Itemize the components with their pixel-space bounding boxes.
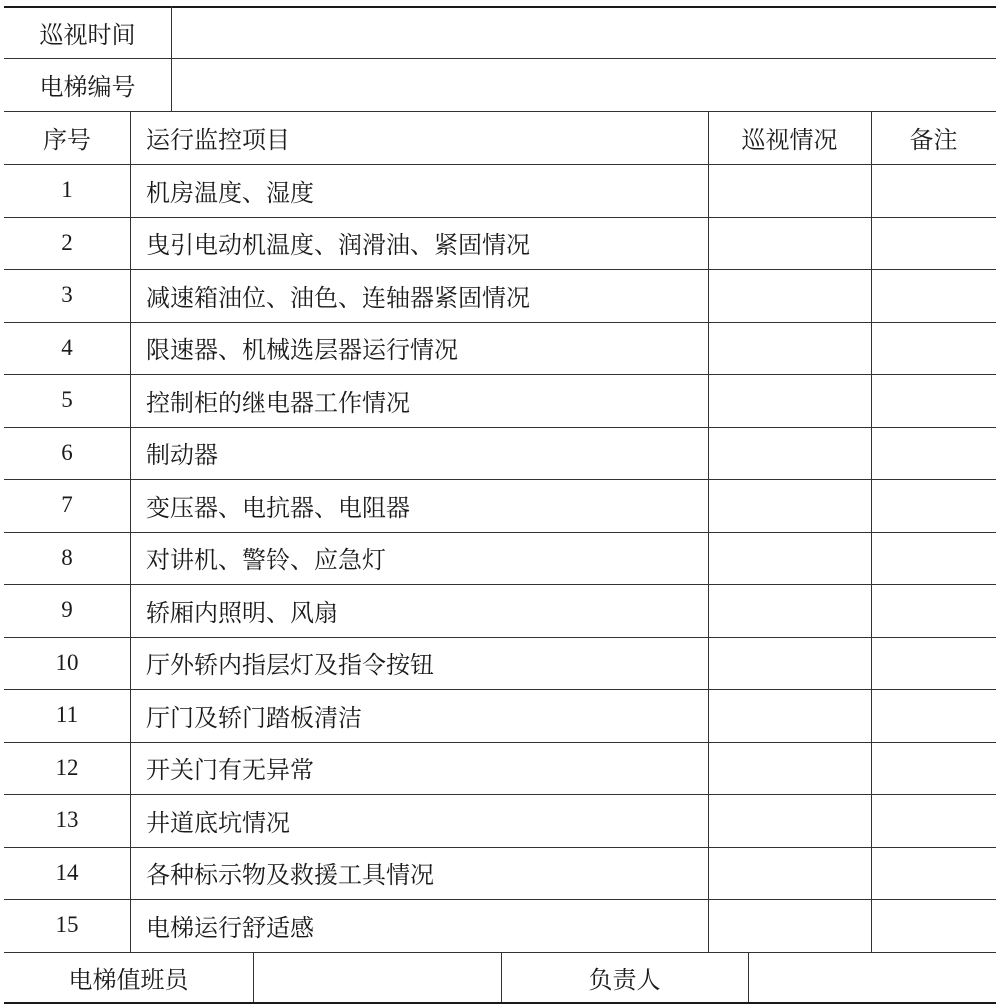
column-header-item: 运行监控项目 [146, 126, 290, 154]
row-index: 7 [61, 492, 73, 518]
row-remark-cell[interactable] [871, 427, 996, 480]
row-index: 9 [61, 597, 73, 623]
row-status-cell[interactable] [708, 374, 871, 427]
row-remark-cell[interactable] [871, 847, 996, 900]
table-bottom-border [4, 1002, 996, 1004]
row-index: 5 [61, 387, 73, 413]
row-remark-cell[interactable] [871, 322, 996, 375]
patrol-time-label: 巡视时间 [39, 20, 136, 49]
patrol-time-field[interactable] [171, 6, 996, 58]
row-index: 15 [55, 912, 79, 938]
column-header-remark: 备注 [909, 126, 958, 154]
row-rule [4, 322, 996, 323]
row-item: 井道底坑情况 [146, 808, 290, 837]
supervisor-field[interactable] [748, 952, 996, 1002]
supervisor-label: 负责人 [588, 965, 661, 994]
row-remark-cell[interactable] [871, 899, 996, 952]
row-remark-cell[interactable] [871, 164, 996, 217]
attendant-field[interactable] [253, 952, 501, 1002]
row-remark-cell[interactable] [871, 584, 996, 637]
row-status-cell[interactable] [708, 847, 871, 900]
row-item: 电梯运行舒适感 [146, 913, 314, 942]
row-index: 3 [61, 282, 73, 308]
elevator-no-field[interactable] [171, 58, 996, 111]
row-index: 14 [55, 859, 79, 885]
row-status-cell[interactable] [708, 479, 871, 532]
table-top-border [4, 6, 996, 8]
divider [708, 111, 709, 952]
row-index: 13 [55, 807, 79, 833]
row-index: 2 [61, 229, 73, 255]
row-index: 12 [55, 754, 79, 780]
row-status-cell[interactable] [708, 532, 871, 585]
row-item: 厅门及轿门踏板清洁 [146, 703, 362, 732]
row-status-cell[interactable] [708, 689, 871, 742]
row-remark-cell[interactable] [871, 689, 996, 742]
row-rule [4, 794, 996, 795]
row-item: 曳引电动机温度、润滑油、紧固情况 [146, 231, 530, 260]
rule [4, 58, 996, 59]
row-index: 11 [55, 702, 79, 728]
row-index: 4 [61, 334, 73, 360]
row-remark-cell[interactable] [871, 374, 996, 427]
row-item: 制动器 [146, 441, 218, 470]
row-rule [4, 427, 996, 428]
row-remark-cell[interactable] [871, 217, 996, 270]
divider [748, 952, 749, 1002]
row-item: 开关门有无异常 [146, 756, 314, 785]
row-rule [4, 217, 996, 218]
column-header-index: 序号 [43, 126, 91, 154]
elevator-no-label: 电梯编号 [39, 73, 136, 101]
row-item: 厅外轿内指层灯及指令按钮 [146, 651, 434, 680]
row-item: 机房温度、湿度 [146, 178, 314, 207]
row-status-cell[interactable] [708, 637, 871, 690]
divider [130, 111, 131, 952]
attendant-label: 电梯值班员 [68, 965, 189, 994]
row-index: 10 [55, 649, 79, 675]
row-rule [4, 584, 996, 585]
divider [871, 111, 872, 952]
row-status-cell[interactable] [708, 269, 871, 322]
row-status-cell[interactable] [708, 794, 871, 847]
row-item: 各种标示物及救援工具情况 [146, 861, 434, 890]
divider [253, 952, 254, 1002]
rule [4, 164, 996, 165]
row-status-cell[interactable] [708, 427, 871, 480]
row-remark-cell[interactable] [871, 479, 996, 532]
row-status-cell[interactable] [708, 742, 871, 795]
row-remark-cell[interactable] [871, 794, 996, 847]
row-item: 限速器、机械选层器运行情况 [146, 336, 458, 365]
row-rule [4, 374, 996, 375]
row-status-cell[interactable] [708, 584, 871, 637]
row-status-cell[interactable] [708, 322, 871, 375]
column-header-status: 巡视情况 [741, 126, 838, 154]
divider [501, 952, 502, 1002]
row-status-cell[interactable] [708, 164, 871, 217]
row-status-cell[interactable] [708, 899, 871, 952]
row-item: 减速箱油位、油色、连轴器紧固情况 [146, 283, 530, 312]
row-rule [4, 269, 996, 270]
row-rule [4, 689, 996, 690]
row-rule [4, 742, 996, 743]
row-status-cell[interactable] [708, 217, 871, 270]
row-rule [4, 952, 996, 953]
divider [171, 6, 172, 111]
row-index: 6 [61, 439, 73, 465]
row-item: 控制柜的继电器工作情况 [146, 388, 410, 417]
row-remark-cell[interactable] [871, 532, 996, 585]
row-rule [4, 847, 996, 848]
row-remark-cell[interactable] [871, 742, 996, 795]
row-index: 8 [61, 544, 73, 570]
row-item: 轿厢内照明、风扇 [146, 598, 338, 627]
row-item: 变压器、电抗器、电阻器 [146, 493, 410, 522]
row-rule [4, 532, 996, 533]
row-remark-cell[interactable] [871, 269, 996, 322]
row-index: 1 [61, 177, 73, 203]
rule [4, 111, 996, 112]
row-remark-cell[interactable] [871, 637, 996, 690]
row-rule [4, 479, 996, 480]
row-rule [4, 899, 996, 900]
row-rule [4, 637, 996, 638]
row-item: 对讲机、警铃、应急灯 [146, 546, 386, 575]
